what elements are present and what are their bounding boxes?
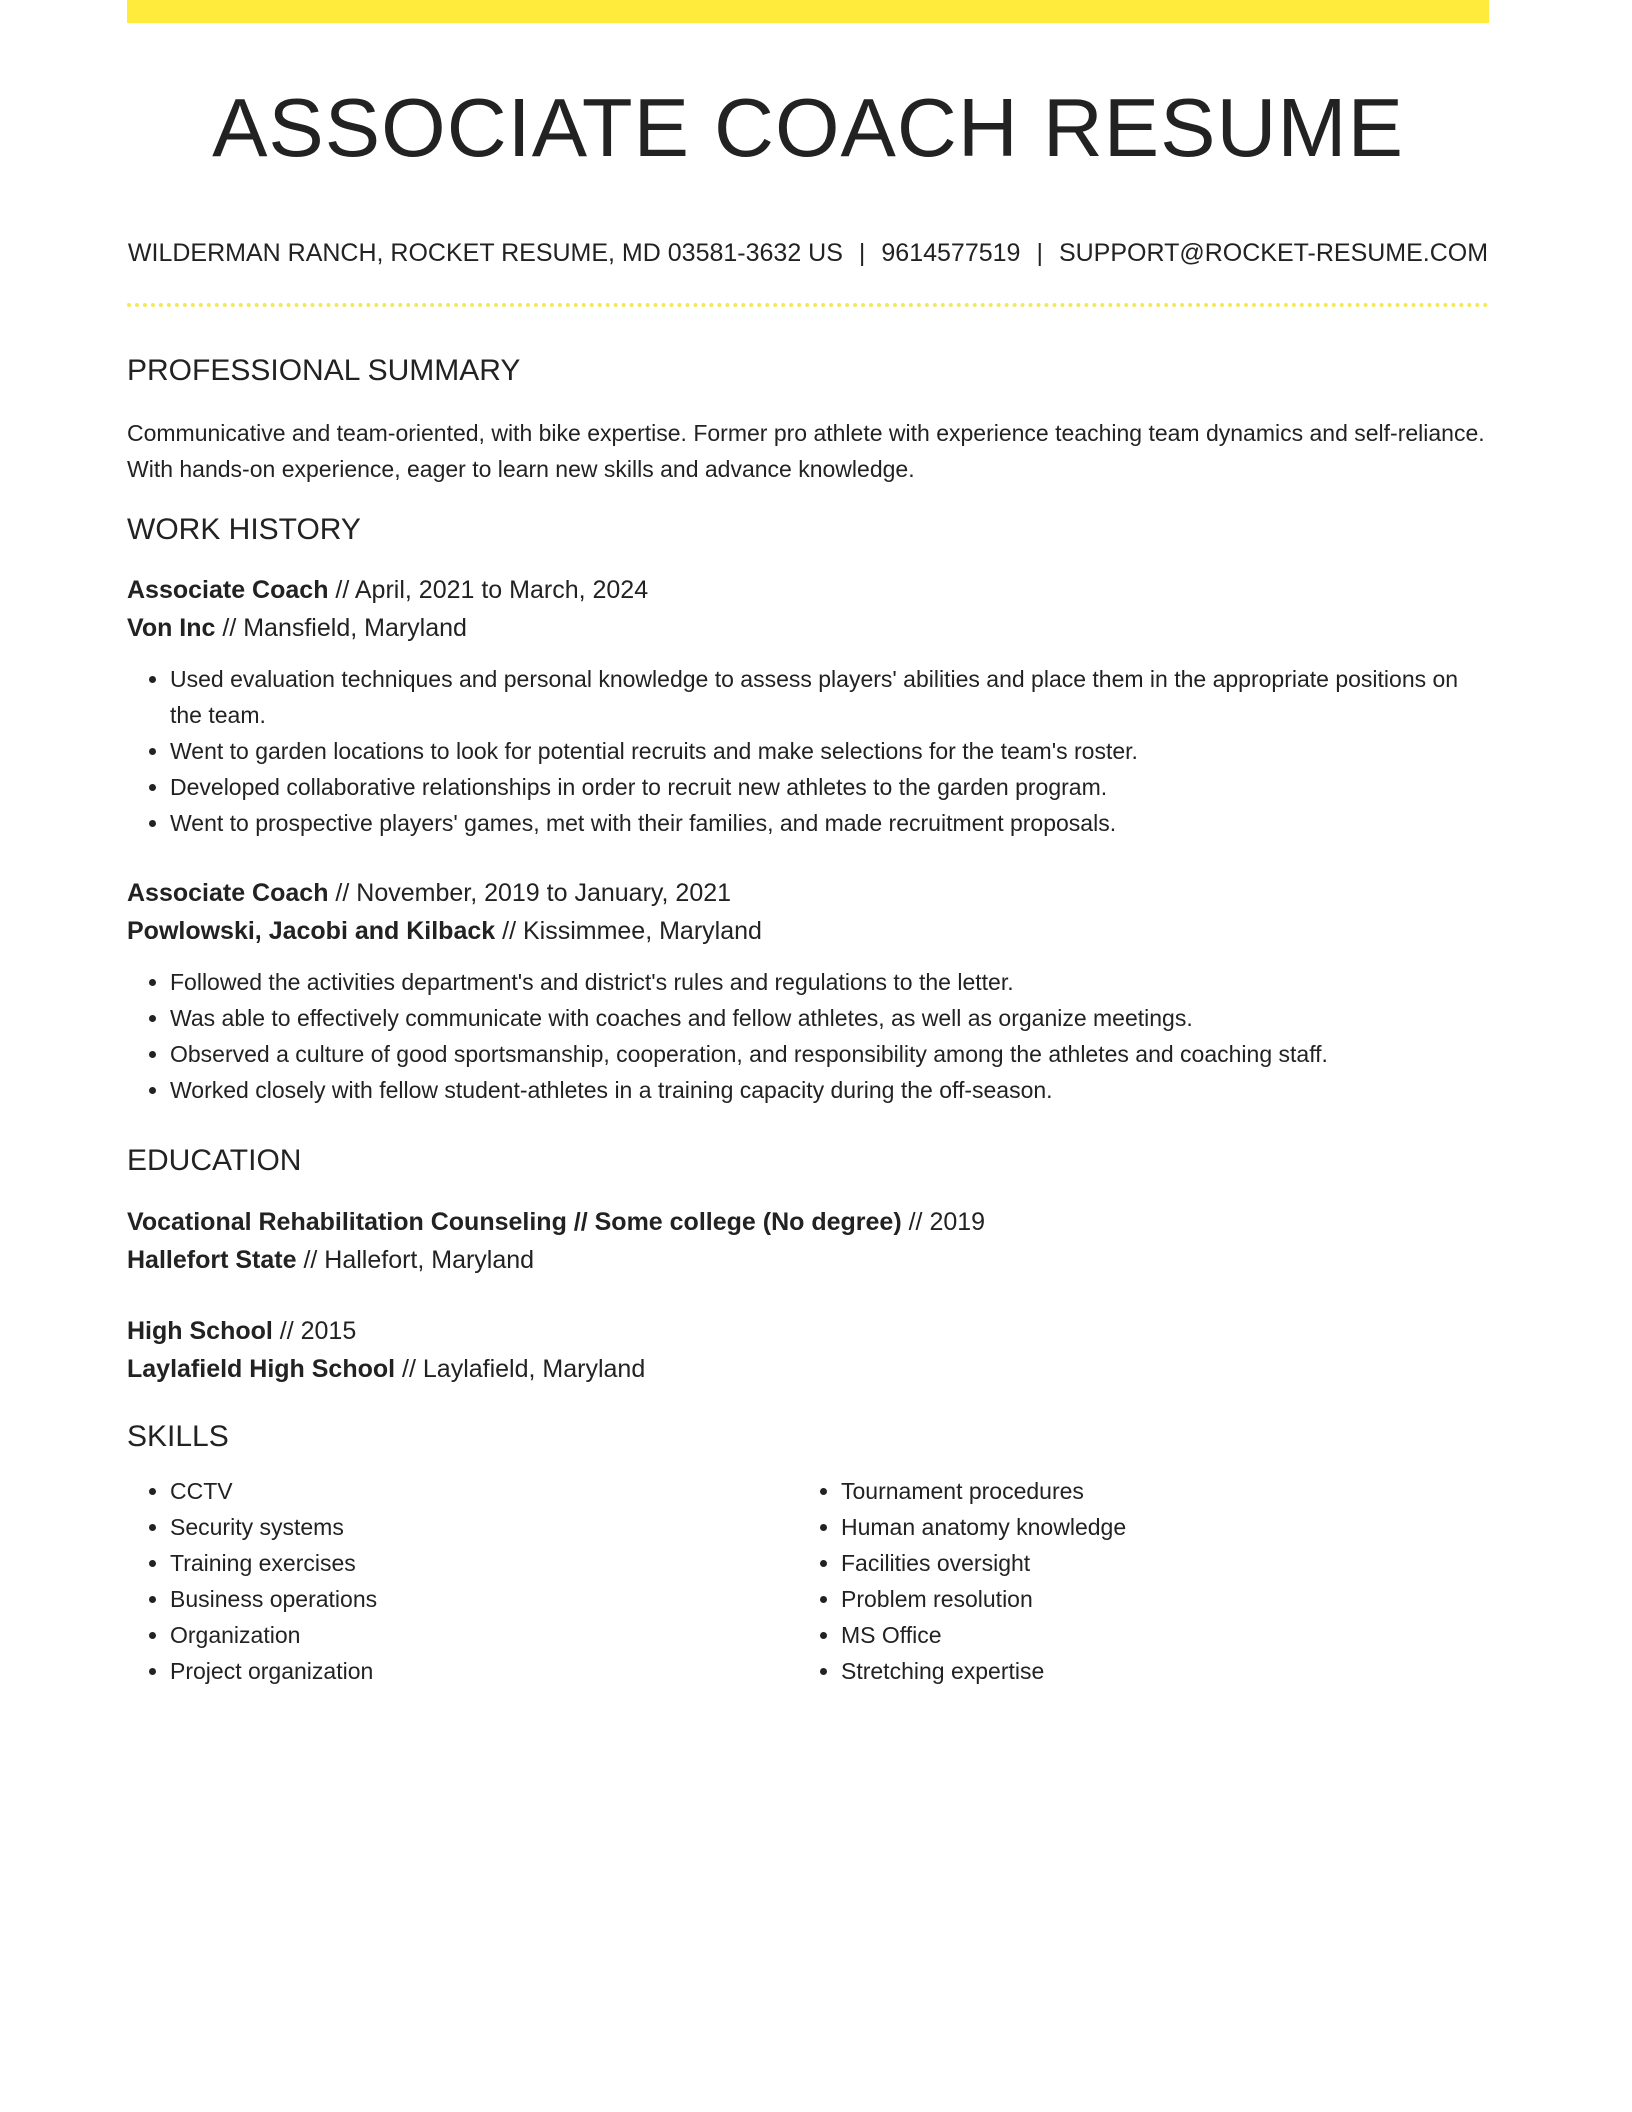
skill-item: • MS Office <box>841 1617 1469 1653</box>
job-title-line <box>127 874 1489 912</box>
skill-item: • Tournament procedures <box>841 1473 1469 1509</box>
education-entry <box>127 1203 1489 1279</box>
skill-item: • CCTV <box>170 1473 798 1509</box>
resume-title: ASSOCIATE COACH RESUME <box>212 81 1404 174</box>
summary-heading: PROFESSIONAL SUMMARY <box>127 354 521 387</box>
education-heading: EDUCATION <box>127 1144 302 1177</box>
skill-item: • Stretching expertise <box>841 1653 1469 1689</box>
job-bullet: • Went to garden locations to look for potential recruits and make selections for the team's roster. <box>170 733 1489 769</box>
job-dates: // November, 2019 to January, 2021 <box>335 879 732 907</box>
job-bullet: • Was able to effectively communicate with coaches and fellow athletes, as well as organize meetings. <box>170 1000 1489 1036</box>
contact-separator: | <box>1036 239 1043 267</box>
skill-item: • Training exercises <box>170 1545 798 1581</box>
job-bullet: • Went to prospective players' games, met with their families, and made recruitment proposals. <box>170 805 1489 841</box>
skills-grid <box>127 1473 1489 1689</box>
skills-section <box>127 1417 1489 1689</box>
skill-item: • Project organization <box>170 1653 798 1689</box>
job-bullets <box>127 964 1489 1108</box>
education-school: Laylafield High School <box>127 1355 396 1383</box>
job-location: // Mansfield, Maryland <box>222 614 467 642</box>
education-degree-line <box>127 1203 1489 1241</box>
job-location: // Kissimmee, Maryland <box>502 917 762 945</box>
skill-item: • Problem resolution <box>841 1581 1469 1617</box>
skill-item: • Organization <box>170 1617 798 1653</box>
summary-text: Communicative and team-oriented, with bike expertise. Former pro athlete with experience teaching team dynamics and self-reliance. With hands-on experience, eager to learn new skills and advance knowledge. <box>127 420 1485 482</box>
education-location: // Hallefort, Maryland <box>303 1246 535 1274</box>
education-school-line <box>127 1350 1489 1388</box>
job-bullet: • Developed collaborative relationships in order to recruit new athletes to the garden program. <box>170 769 1489 805</box>
education-degree: High School <box>127 1317 273 1345</box>
contact-email: SUPPORT@ROCKET-RESUME.COM <box>1058 239 1489 267</box>
skill-item: • Facilities oversight <box>841 1545 1469 1581</box>
education-entry <box>127 1312 1489 1388</box>
job-bullets <box>127 661 1489 841</box>
dotted-divider <box>127 303 1489 307</box>
contact-phone: 9614577519 <box>881 239 1021 267</box>
skills-list-left <box>127 1473 798 1689</box>
job-dates: // April, 2021 to March, 2024 <box>335 576 649 604</box>
skill-item: • Business operations <box>170 1581 798 1617</box>
summary-section <box>127 351 1489 487</box>
education-location: // Laylafield, Maryland <box>402 1355 646 1383</box>
job-bullet: • Followed the activities department's and district's rules and regulations to the letter. <box>170 964 1489 1000</box>
skills-heading: SKILLS <box>127 1420 229 1453</box>
job-company: Powlowski, Jacobi and Kilback <box>127 917 496 945</box>
job-bullet: • Used evaluation techniques and personal knowledge to assess players' abilities and place them in the appropriate positions on the team. <box>170 661 1489 733</box>
work-history-section <box>127 510 1489 550</box>
skill-item: • Human anatomy knowledge <box>841 1509 1469 1545</box>
contact-line <box>127 235 1489 271</box>
job-company: Von Inc <box>127 614 216 642</box>
job-company-line <box>127 609 1489 647</box>
education-school: Hallefort State <box>127 1246 297 1274</box>
top-accent-bar <box>127 0 1489 23</box>
work-history-heading: WORK HISTORY <box>127 513 361 546</box>
job-title: Associate Coach <box>127 879 329 907</box>
job-bullet: • Worked closely with fellow student-athletes in a training capacity during the off-season. <box>170 1072 1489 1108</box>
education-degree-line <box>127 1312 1489 1350</box>
job-company-line <box>127 912 1489 950</box>
education-school-line <box>127 1241 1489 1279</box>
education-degree: Vocational Rehabilitation Counseling // Some college (No degree) <box>127 1208 902 1236</box>
contact-address: WILDERMAN RANCH, ROCKET RESUME, MD 03581-3632 US <box>127 239 843 267</box>
contact-separator: | <box>858 239 866 267</box>
job-bullet: • Observed a culture of good sportsmanship, cooperation, and responsibility among the athletes and coaching staff. <box>170 1036 1489 1072</box>
education-year: // 2019 <box>908 1208 986 1236</box>
job-title: Associate Coach <box>127 576 329 604</box>
job-entry <box>127 874 1489 1108</box>
education-section <box>127 1141 1489 1181</box>
skill-item: • Security systems <box>170 1509 798 1545</box>
skills-list-right <box>798 1473 1469 1689</box>
job-title-line <box>127 571 1489 609</box>
education-year: // 2015 <box>279 1317 357 1345</box>
job-entry <box>127 571 1489 841</box>
